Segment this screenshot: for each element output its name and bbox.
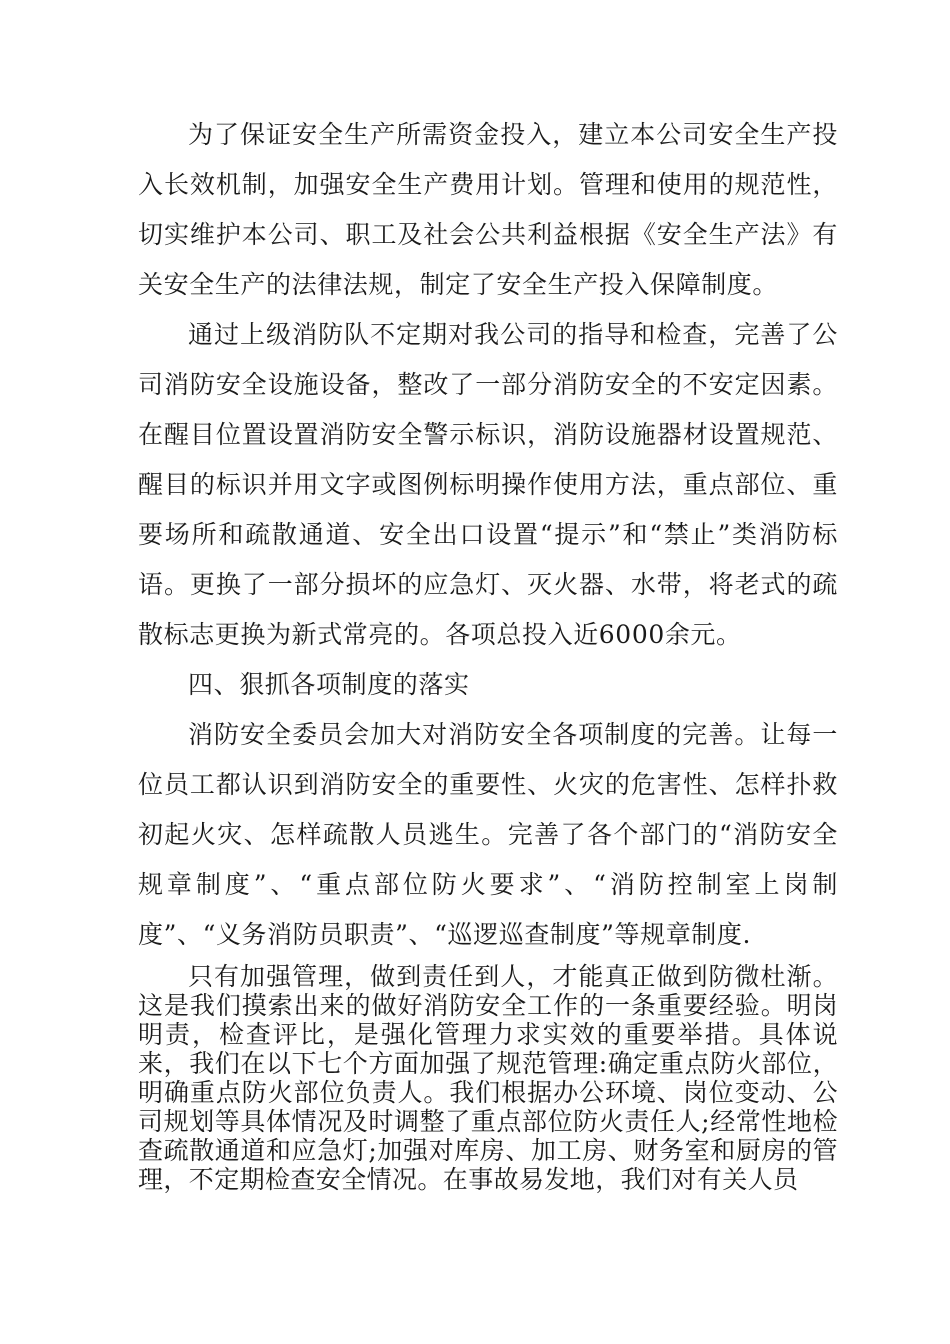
document-body-spaced xyxy=(138,110,838,960)
section-heading-4: 四、狠抓各项制度的落实 xyxy=(188,670,470,699)
paragraph-fire-inspection: 通过上级消防队不定期对我公司的指导和检查，完善了公司消防安全设施设备，整改了一部分消防安全的不安定因素。在醒目位置设置消防安全警示标识，消防设施器材设置规范、醒目的标识并用文字或图例标明操作使用方法，重点部位、重要场所和疏散通道、安全出口设置“提示”和“禁止”类消防标语。更换了一部分损坏的应急灯、灭火器、水带，将老式的疏散标志更换为新式常亮的。各项总投入近6000余元。 xyxy=(138,320,838,649)
paragraph-fire-committee: 消防安全委员会加大对消防安全各项制度的完善。让每一位员工都认识到消防安全的重要性、火灾的危害性、怎样扑救初起火灾、怎样疏散人员逃生。完善了各个部门的“消防安全规章制度”、“重点部位防火要求”、“消防控制室上岗制度”、“义务消防员职责”、“巡逻巡查制度”等规章制度. xyxy=(138,720,838,949)
paragraph-safety-investment: 为了保证安全生产所需资金投入，建立本公司安全生产投入长效机制，加强安全生产费用计划。管理和使用的规范性，切实维护本公司、职工及社会公共利益根据《安全生产法》有关安全生产的法律法规，制定了安全生产投入保障制度。 xyxy=(138,120,838,299)
paragraph-management: 只有加强管理，做到责任到人，才能真正做到防微杜渐。这是我们摸索出来的做好消防安全工作的一条重要经验。明岗明责，检查评比，是强化管理力求实效的重要举措。具体说来，我们在以下七个方面加强了规范管理:确定重点防火部位，明确重点防火部位负责人。我们根据办公环境、岗位变动、公司规划等具体情况及时调整了重点部位防火责任人;经常性地检查疏散通道和应急灯;加强对库房、加工房、财务室和厨房的管理，不定期检查安全情况。在事故易发地，我们对有关人员 xyxy=(138,962,838,1194)
document-body-compact xyxy=(138,962,838,1194)
